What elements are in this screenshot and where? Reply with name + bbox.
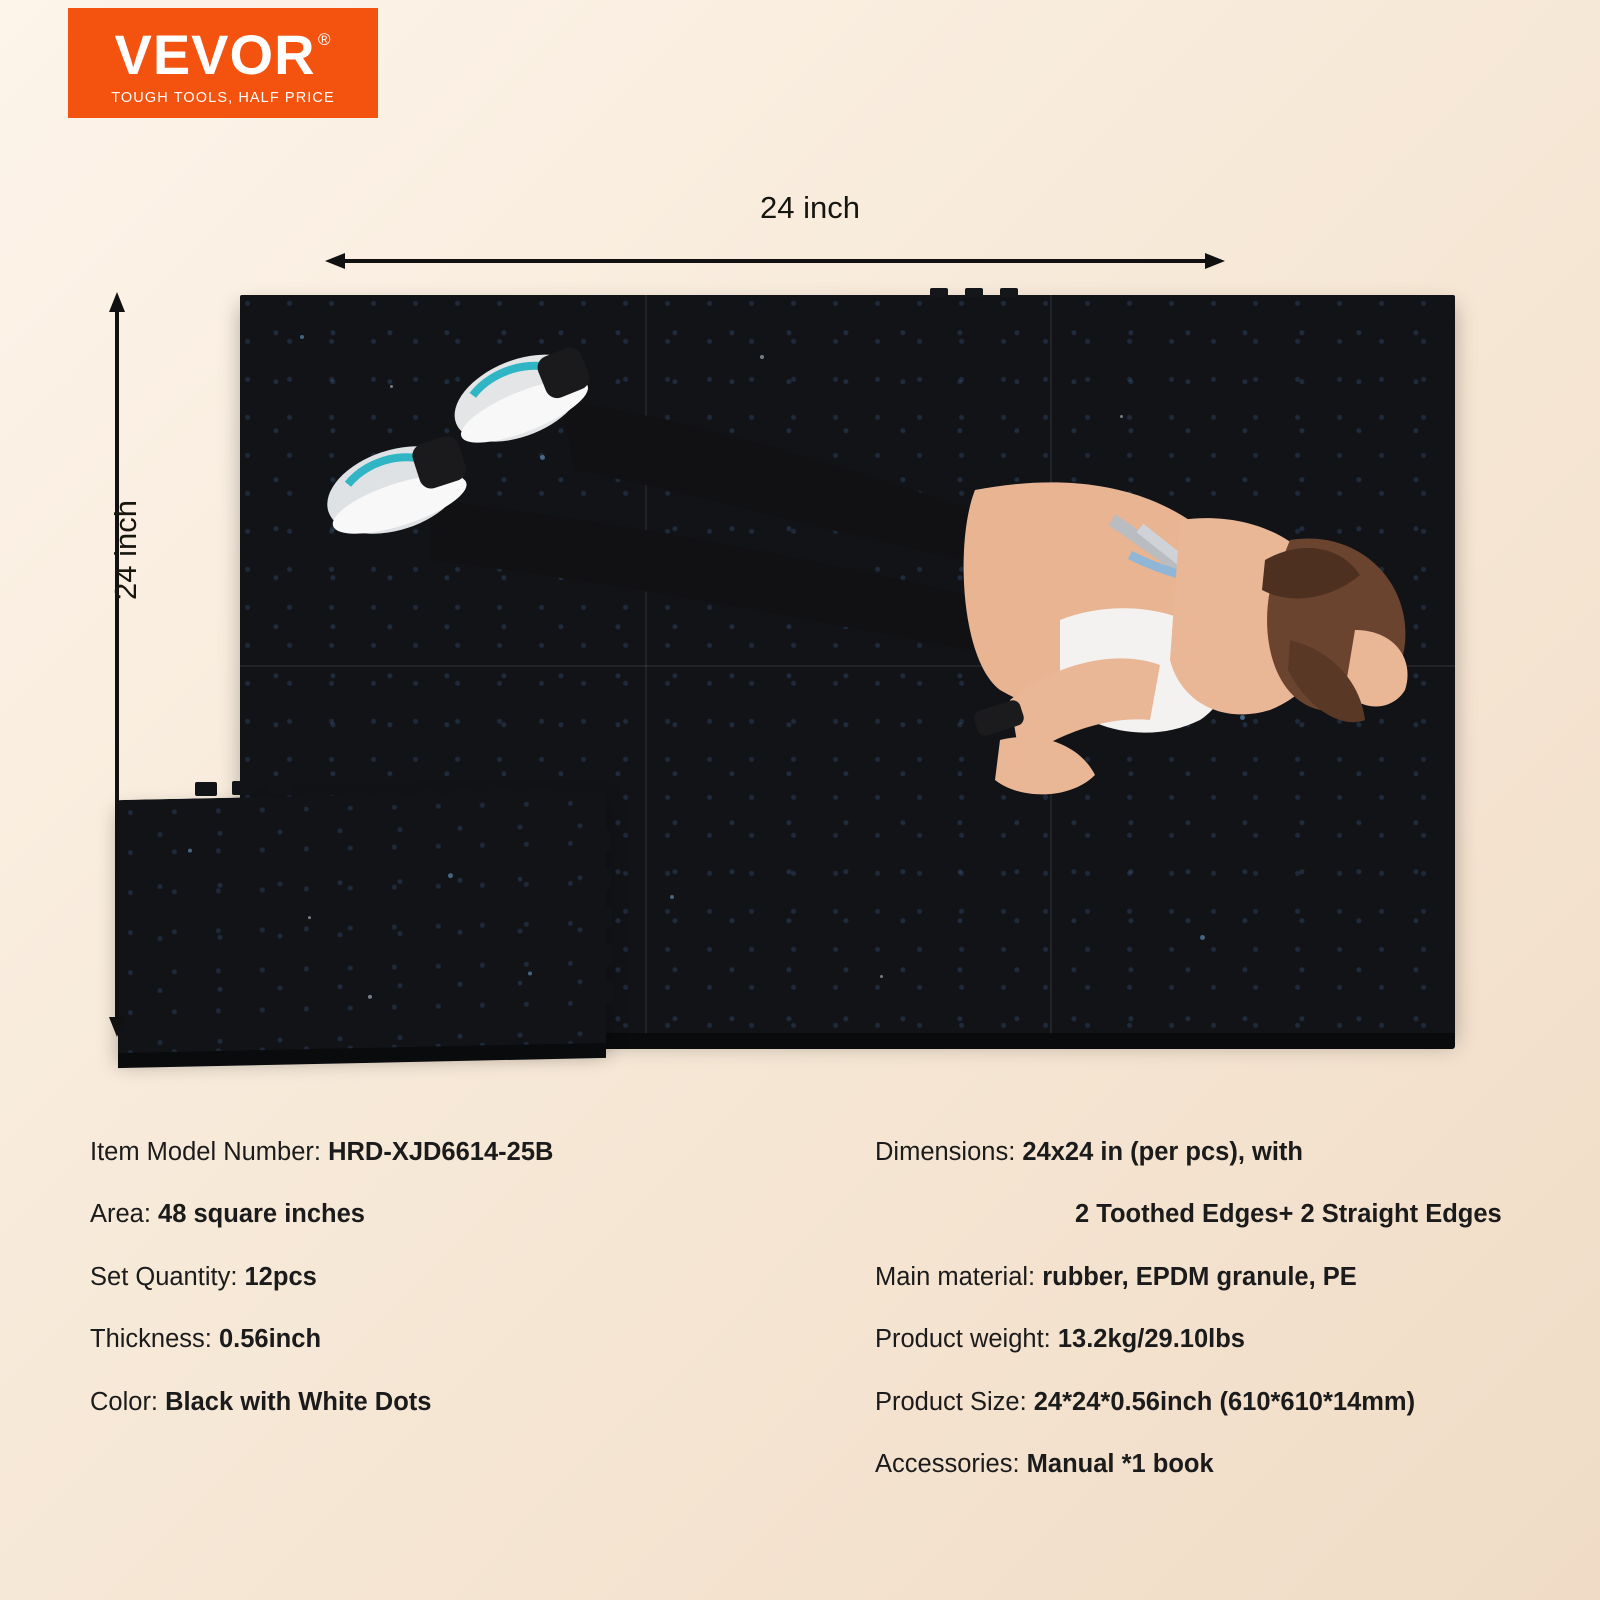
- spec-label: Thickness:: [90, 1325, 219, 1354]
- spec-label: Color:: [90, 1387, 166, 1416]
- spec-row: [875, 1260, 1510, 1294]
- spec-label: Area:: [90, 1200, 159, 1229]
- width-dimension-label: 24 inch: [760, 190, 860, 225]
- spec-column-left: [90, 1135, 800, 1510]
- spec-label: Product weight:: [875, 1325, 1058, 1354]
- brand-name-text: VEVOR: [114, 22, 316, 86]
- spec-value: 24*24*0.56inch (610*610*14mm): [1033, 1387, 1416, 1416]
- spec-label: Main material:: [875, 1262, 1043, 1291]
- spec-row: [875, 1385, 1510, 1419]
- spec-value: 24x24 in (per pcs), with: [1022, 1138, 1303, 1166]
- spec-row: [90, 1385, 800, 1419]
- spec-value: 2 Toothed Edges+ 2 Straight Edges: [1075, 1200, 1502, 1229]
- spec-row: [90, 1197, 800, 1231]
- height-dimension-label: 24 inch: [108, 500, 143, 600]
- brand-tagline: TOUGH TOOLS, HALF PRICE: [111, 89, 335, 106]
- spec-value: 0.56inch: [218, 1325, 322, 1354]
- spec-row: [90, 1322, 800, 1356]
- spec-label: Item Model Number:: [90, 1138, 329, 1166]
- width-dimension-arrow: [325, 252, 1225, 270]
- spec-value: HRD-XJD6614-25B: [328, 1138, 554, 1166]
- spec-column-right: [800, 1135, 1510, 1510]
- spec-label: Product Size:: [875, 1387, 1034, 1416]
- spec-row: [875, 1322, 1510, 1356]
- spec-value: 48 square inches: [158, 1200, 365, 1229]
- spec-row: [90, 1135, 800, 1169]
- spec-value: Black with White Dots: [165, 1387, 432, 1416]
- spec-value: rubber, EPDM granule, PE: [1042, 1262, 1357, 1291]
- spec-row: [90, 1260, 800, 1294]
- specification-table: [0, 1135, 1600, 1510]
- spec-label: Set Quantity:: [90, 1262, 245, 1291]
- spec-row: [875, 1447, 1510, 1481]
- spec-row-continuation: [1075, 1197, 1510, 1231]
- spec-value: 12pcs: [244, 1262, 317, 1291]
- spec-row: [875, 1135, 1510, 1169]
- spec-value: Manual *1 book: [1026, 1450, 1214, 1479]
- height-dimension-arrow: [108, 292, 126, 1037]
- registered-trademark-icon: ®: [318, 29, 332, 49]
- spec-value: 13.2kg/29.10lbs: [1057, 1325, 1245, 1354]
- spec-label: Dimensions:: [875, 1138, 1023, 1166]
- spec-label: Accessories:: [875, 1450, 1027, 1479]
